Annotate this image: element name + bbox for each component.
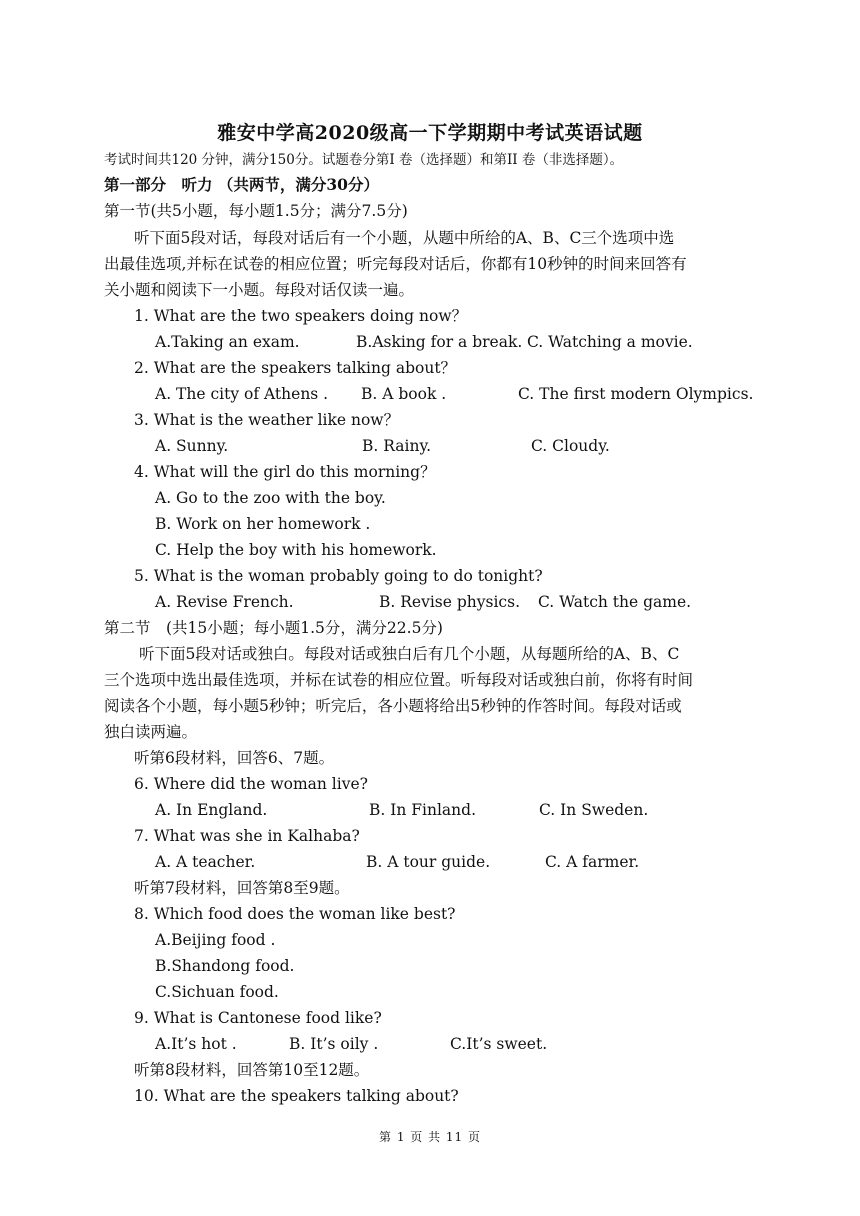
question-stem: 4. What will the girl do this morning？ — [134, 463, 436, 481]
option-c: C.It’s sweet. — [450, 1035, 548, 1053]
option-a: A. Sunny. — [155, 437, 229, 455]
section2-instruction-line: 三个选项中选出最佳选项，并标在试卷的相应位置。听每段对话或独白前，你将有时间 — [104, 671, 694, 689]
page-footer: 第 1 页 共 11 页 — [379, 1130, 481, 1144]
option-b: B. Rainy. — [362, 437, 432, 455]
question-stem: 1. What are the two speakers doing now？ — [134, 307, 468, 325]
question-stem: 8. Which food does the woman like best? — [134, 905, 456, 923]
option-c: C. Watching a movie. — [527, 333, 693, 351]
question-stem: 9. What is Cantonese food like? — [134, 1009, 382, 1027]
section1-heading: 第一节(共5小题，每小题1.5分；满分7.5分) — [104, 202, 408, 220]
option-a: A. In England. — [155, 801, 268, 819]
option-b: B. A tour guide. — [366, 853, 491, 871]
material-note: 听第7段材料，回答第8至9题。 — [134, 879, 350, 897]
option-a: A. The city of Athens . — [155, 385, 329, 403]
option-c: C. Watch the game. — [538, 593, 692, 611]
option-b: B. Work on her homework . — [155, 515, 371, 533]
option-a: A.It’s hot . — [155, 1035, 237, 1053]
exam-title: 雅安中学高2020级高一下学期期中考试英语试题 — [217, 122, 643, 144]
option-b: B. In Finland. — [369, 801, 477, 819]
option-b: B. Revise physics. — [379, 593, 520, 611]
part1-heading: 第一部分 听力 （共两节，满分30分） — [104, 175, 379, 194]
question-stem: 5. What is the woman probably going to do tonight? — [134, 567, 543, 585]
option-c: C. The first modern Olympics. — [518, 385, 754, 403]
section2-heading: 第二节 (共15小题；每小题1.5分，满分22.5分) — [104, 619, 443, 637]
section1-instruction-line: 出最佳选项,并标在试卷的相应位置；听完每段对话后，你都有10秒钟的时间来回答有 — [104, 255, 687, 273]
question-stem: 6. Where did the woman live? — [134, 775, 368, 793]
question-stem: 3. What is the weather like now？ — [134, 411, 400, 429]
option-b: B. A book . — [361, 385, 447, 403]
material-note: 听第8段材料，回答第10至12题。 — [134, 1061, 370, 1079]
option-c: C. In Sweden. — [539, 801, 649, 819]
option-b: B.Shandong food. — [155, 957, 295, 975]
material-note: 听第6段材料，回答6、7题。 — [134, 749, 335, 767]
option-c: C.Sichuan food. — [155, 983, 279, 1001]
option-a: A.Taking an exam. — [155, 333, 300, 351]
section2-instruction-line: 听下面5段对话或独白。每段对话或独白后有几个小题，从每题所给的A、B、C — [139, 645, 680, 663]
option-c: C. A farmer. — [545, 853, 640, 871]
option-a: A. A teacher. — [155, 853, 256, 871]
option-b: B.Asking for a break. — [356, 333, 523, 351]
section2-instruction-line: 独白读两遍。 — [104, 723, 198, 741]
question-stem: 10. What are the speakers talking about? — [134, 1087, 459, 1105]
option-a: A. Go to the zoo with the boy. — [155, 489, 386, 507]
option-b: B. It’s oily . — [289, 1035, 379, 1053]
question-stem: 7. What was she in Kalhaba? — [134, 827, 360, 845]
exam-info: 考试时间共120 分钟，满分150分。试题卷分第I 卷（选择题）和第II 卷（非选择题）。 — [104, 152, 624, 168]
option-a: A. Revise French. — [155, 593, 294, 611]
section1-instruction-line: 关小题和阅读下一小题。每段对话仅读一遍。 — [104, 281, 415, 299]
question-stem: 2. What are the speakers talking about？ — [134, 359, 457, 377]
option-c: C. Help the boy with his homework. — [155, 541, 437, 559]
section2-instruction-line: 阅读各个小题，每小题5秒钟；听完后，各小题将给出5秒钟的作答时间。每段对话或 — [104, 697, 682, 715]
section1-instruction-line: 听下面5段对话，每段对话后有一个小题，从题中所给的A、B、C三个选项中选 — [134, 229, 675, 247]
option-c: C. Cloudy. — [531, 437, 610, 455]
option-a: A.Beijing food . — [155, 931, 276, 949]
